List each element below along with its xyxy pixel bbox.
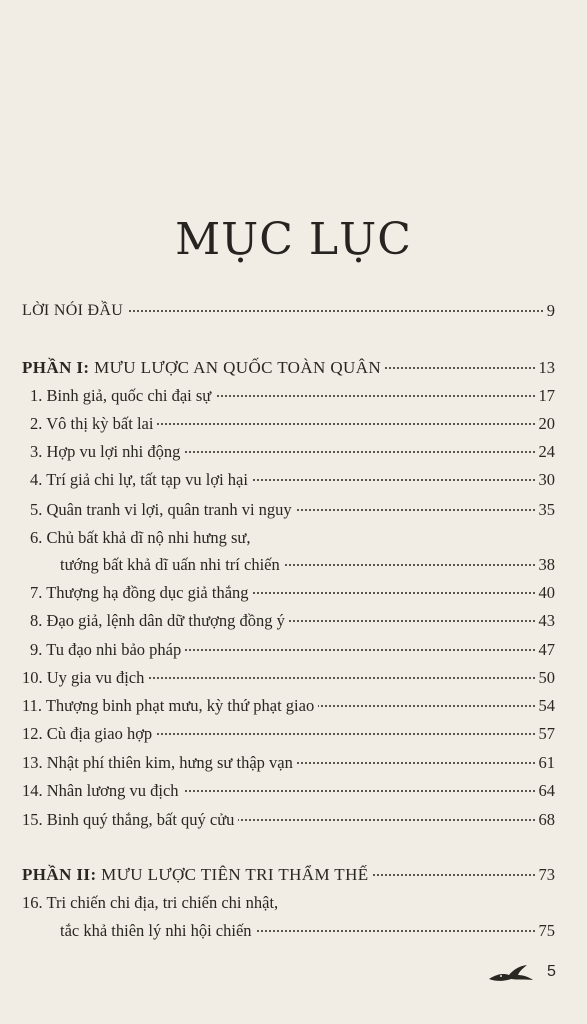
toc-entry <box>0 411 587 437</box>
part-prefix: PHẦN I: <box>22 358 90 377</box>
entry-label: 16. Tri chiến chi địa, tri chiến chi nhật, <box>22 893 279 912</box>
entry-page: 20 <box>536 411 556 437</box>
page-footer <box>487 958 567 988</box>
toc-part-heading <box>0 862 587 888</box>
bird-ornament-icon <box>487 962 535 984</box>
toc-entry <box>0 807 587 833</box>
entry-label: 11. Thượng binh phạt mưu, kỳ thứ phạt giao <box>22 693 318 719</box>
toc-entry <box>0 778 587 804</box>
part-title: MƯU LƯỢC TIÊN TRI THẨM THẾ <box>101 865 369 884</box>
entry-page: 64 <box>536 778 556 804</box>
toc-entry <box>0 467 587 493</box>
entry-label: 4. Trí giả chi lự, tất tạp vu lợi hại <box>30 467 252 493</box>
part-title: MƯU LƯỢC AN QUỐC TOÀN QUÂN <box>94 358 382 377</box>
toc-entry <box>0 552 587 578</box>
entry-page: 24 <box>536 439 556 465</box>
toc-entry <box>0 721 587 747</box>
entry-page: 57 <box>536 721 556 747</box>
entry-label: 3. Hợp vu lợi nhi động <box>30 439 184 465</box>
entry-page: 68 <box>536 807 556 833</box>
entry-page: 54 <box>536 693 556 719</box>
entry-page: 50 <box>536 665 556 691</box>
toc-entry <box>0 750 587 776</box>
entry-page: 61 <box>536 750 556 776</box>
entry-page: 35 <box>536 497 556 523</box>
part-page: 13 <box>536 355 556 381</box>
entry-page: 40 <box>536 580 556 606</box>
toc-preface-page: 9 <box>544 298 555 324</box>
entry-page: 43 <box>536 608 556 634</box>
toc-entry <box>0 580 587 606</box>
entry-label: 10. Uy gia vu địch <box>22 665 148 691</box>
entry-continuation: tướng bất khả dĩ uấn nhi trí chiến <box>60 552 284 578</box>
entry-label: 15. Binh quý thắng, bất quý cửu <box>22 807 238 833</box>
entry-page: 17 <box>536 383 556 409</box>
entry-label: 8. Đạo giả, lệnh dân dữ thượng đồng ý <box>30 608 289 634</box>
toc-part-heading <box>0 355 587 381</box>
entry-label: 6. Chủ bất khả dĩ nộ nhi hưng sư, <box>30 528 251 547</box>
toc-entry <box>0 497 587 523</box>
toc-entry <box>0 608 587 634</box>
entry-label: 13. Nhật phí thiên kim, hưng sư thập vạn <box>22 750 297 776</box>
part-page: 73 <box>536 862 556 888</box>
toc-title: MỤC LỤC <box>175 214 412 265</box>
entry-label: 2. Vô thị kỳ bất lai <box>30 411 157 437</box>
entry-label: 9. Tu đạo nhi bảo pháp <box>30 637 185 663</box>
toc-entry <box>0 918 587 944</box>
entry-label: 12. Cù địa giao hợp <box>22 721 156 747</box>
entry-label: 14. Nhân lương vu địch <box>22 778 183 804</box>
entry-page: 38 <box>536 552 556 578</box>
entry-label: 1. Binh giả, quốc chi đại sự <box>30 383 215 409</box>
toc-entry <box>0 693 587 719</box>
entry-page: 47 <box>536 637 556 663</box>
toc-entry <box>0 383 587 409</box>
toc-entry <box>0 665 587 691</box>
toc-entry <box>0 439 587 465</box>
entry-page: 30 <box>536 467 556 493</box>
page-number: 5 <box>547 963 556 980</box>
part-prefix: PHẦN II: <box>22 865 97 884</box>
entry-continuation: tắc khả thiên lý nhi hội chiến <box>60 918 256 944</box>
toc-entry <box>0 637 587 663</box>
toc-preface-label: LỜI NÓI ĐẦU <box>22 298 127 324</box>
entry-page: 75 <box>536 918 556 944</box>
entry-label: 7. Thượng hạ đồng dục giả thắng <box>30 580 253 606</box>
toc-preface-row <box>0 298 587 324</box>
entry-label: 5. Quân tranh vi lợi, quân tranh vi nguy <box>30 497 296 523</box>
